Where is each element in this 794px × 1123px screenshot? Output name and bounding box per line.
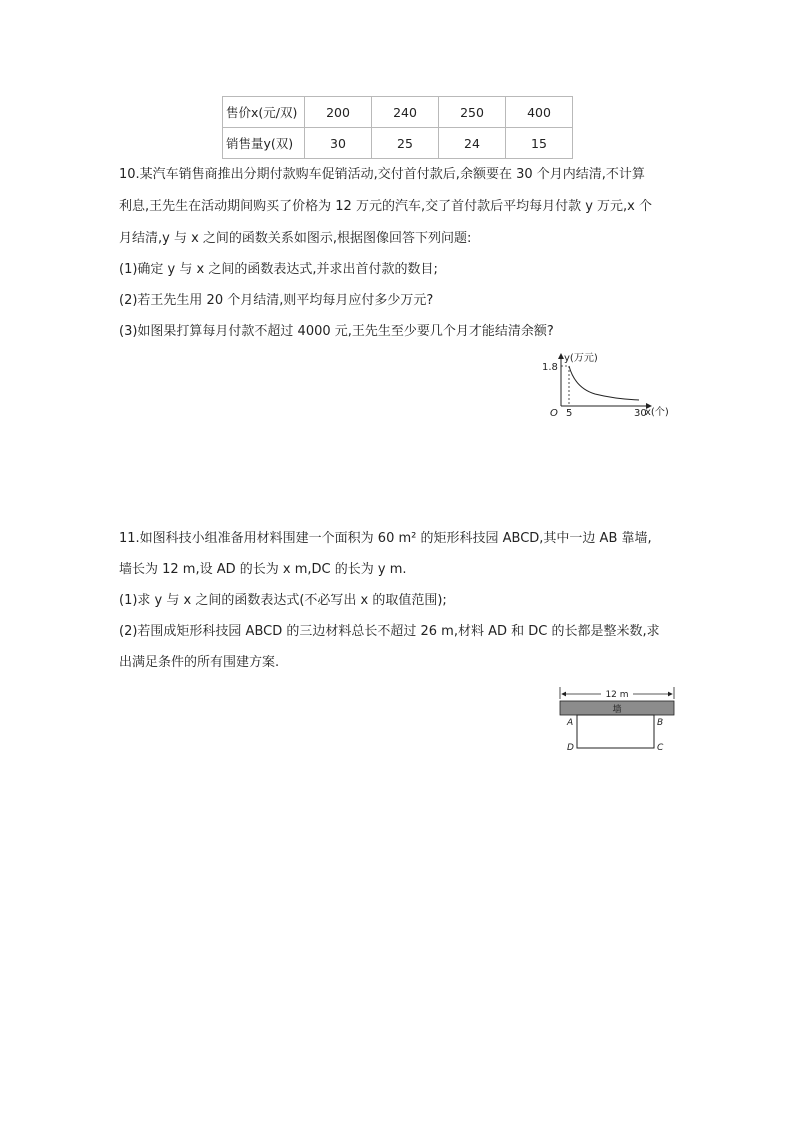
y-tick-label: 1.8 bbox=[542, 362, 558, 373]
reciprocal-curve bbox=[569, 366, 639, 400]
table-cell: 400 bbox=[506, 97, 573, 128]
table-row bbox=[223, 97, 573, 128]
table-row-header: 售价x(元/双) bbox=[223, 97, 305, 128]
q10-text-line: (2)若王先生用 20 个月结清,则平均每月应付多少万元? bbox=[119, 293, 434, 308]
vertex-label-a: A bbox=[567, 718, 574, 728]
x-tick-label: 30 bbox=[634, 408, 647, 419]
table-cell: 240 bbox=[372, 97, 439, 128]
q10-text-line: (3)如图果打算每月付款不超过 4000 元,王先生至少要几个月才能结清余额? bbox=[119, 324, 554, 339]
table-cell: 15 bbox=[506, 128, 573, 159]
table-cell: 30 bbox=[305, 128, 372, 159]
table-row-header: 销售量y(双) bbox=[223, 128, 305, 159]
q11-garden-diagram bbox=[555, 684, 685, 756]
q10-text-line: 月结清,y 与 x 之间的函数关系如图示,根据图像回答下列问题: bbox=[119, 231, 472, 246]
table-cell: 25 bbox=[372, 128, 439, 159]
q11-text-line: (2)若围成矩形科技园 ABCD 的三边材料总长不超过 26 m,材料 AD 和 DC 的长都是整米数,求 bbox=[119, 624, 660, 639]
wall-length-label: 12 m bbox=[605, 690, 629, 700]
q11-text-line: 11.如图科技小组准备用材料围建一个面积为 60 m² 的矩形科技园 ABCD,其中一边 AB 靠墙, bbox=[119, 531, 652, 546]
table-row bbox=[223, 128, 573, 159]
vertex-label-c: C bbox=[657, 743, 664, 753]
y-axis-label: y(万元) bbox=[564, 353, 598, 364]
q10-text-line: 10.某汽车销售商推出分期付款购车促销活动,交付首付款后,余额要在 30 个月内结清,不计算 bbox=[119, 167, 645, 182]
q10-function-graph bbox=[535, 348, 685, 426]
q10-text-line: (1)确定 y 与 x 之间的函数表达式,并求出首付款的数目; bbox=[119, 262, 438, 277]
q11-text-line: 出满足条件的所有围建方案. bbox=[119, 655, 280, 670]
x-tick-label: 5 bbox=[566, 408, 573, 419]
q11-text-line: 墙长为 12 m,设 AD 的长为 x m,DC 的长为 y m. bbox=[119, 562, 407, 577]
table-cell: 200 bbox=[305, 97, 372, 128]
table-cell: 24 bbox=[439, 128, 506, 159]
q11-text-line: (1)求 y 与 x 之间的函数表达式(不必写出 x 的取值范围); bbox=[119, 593, 447, 608]
wall-label: 墙 bbox=[612, 705, 622, 715]
garden-rectangle bbox=[577, 715, 654, 748]
price-sales-table bbox=[222, 96, 573, 159]
vertex-label-b: B bbox=[657, 718, 664, 728]
q10-text-line: 利息,王先生在活动期间购买了价格为 12 万元的汽车,交了首付款后平均每月付款 y 万元,x 个 bbox=[119, 199, 652, 214]
vertex-label-d: D bbox=[567, 743, 574, 753]
table-cell: 250 bbox=[439, 97, 506, 128]
x-axis-label: x(个) bbox=[645, 407, 669, 418]
origin-label: O bbox=[550, 408, 558, 419]
